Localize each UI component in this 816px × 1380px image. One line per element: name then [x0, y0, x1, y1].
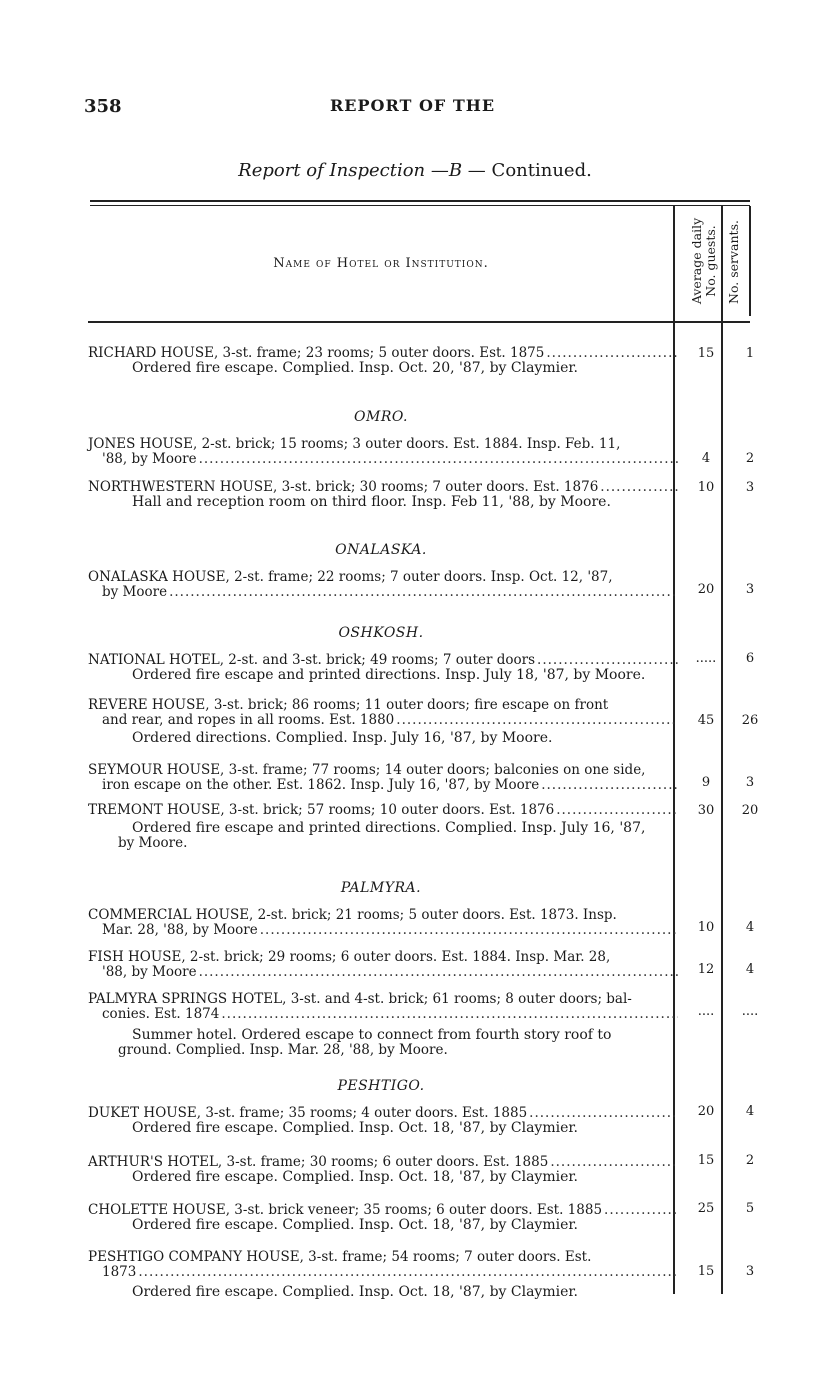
- guests-value: 45: [697, 713, 715, 728]
- guests-value: .....: [695, 651, 717, 666]
- table-top-rule-2: [90, 205, 750, 206]
- entry-note: Ordered fire escape and printed directions. Complied. Insp. July 16, '87,: [132, 820, 646, 836]
- servants-value: 4: [745, 962, 755, 977]
- dot-leader: [550, 1155, 678, 1170]
- dot-leader: [260, 923, 678, 938]
- list-item: [88, 992, 678, 1058]
- list-item: [88, 950, 678, 980]
- dot-leader: [556, 803, 678, 818]
- dot-leader: [600, 480, 678, 495]
- entry-text: REVERE HOUSE, 3-st. brick; 86 rooms; 11 outer doors; fire escape on front: [88, 697, 609, 713]
- column-header-guests-line1: Average daily: [689, 217, 704, 305]
- table-top-rule: [90, 200, 750, 202]
- servants-value: 3: [745, 582, 755, 597]
- entry-text: FISH HOUSE, 2-st. brick; 29 rooms; 6 outer doors. Est. 1884. Insp. Mar. 28,: [88, 949, 611, 965]
- list-item: [88, 480, 678, 510]
- entry-note: Hall and reception room on third floor. Insp. Feb 11, '88, by Moore.: [132, 494, 611, 510]
- guests-value: 25: [697, 1201, 715, 1216]
- entry-text: ARTHUR'S HOTEL, 3-st. frame; 30 rooms; 6 outer doors. Est. 1885: [88, 1154, 549, 1170]
- city-heading: PESHTIGO.: [337, 1078, 425, 1094]
- guests-value: 10: [697, 480, 715, 495]
- dot-leader: [604, 1203, 678, 1218]
- servants-value: 26: [741, 713, 759, 728]
- column-header-guests-line2: No. guests.: [703, 225, 718, 297]
- entry-note: Summer hotel. Ordered escape to connect from fourth story roof to: [132, 1027, 612, 1043]
- entry-note: Ordered fire escape. Complied. Insp. Oct. 18, '87, by Claymier.: [132, 1217, 578, 1233]
- city-heading: OSHKOSH.: [338, 625, 424, 641]
- guests-value: 12: [697, 962, 715, 977]
- column-header-name: Name of Hotel or Institution.: [273, 256, 489, 271]
- list-item: [88, 803, 678, 851]
- page-number: 358: [84, 96, 122, 117]
- entry-text: TREMONT HOUSE, 3-st. brick; 57 rooms; 10 outer doors. Est. 1876: [88, 802, 555, 818]
- entry-text-cont: Mar. 28, '88, by Moore: [102, 922, 258, 938]
- entry-note-cont: by Moore.: [118, 835, 188, 851]
- dot-leader: [529, 1106, 678, 1121]
- guests-value: 20: [697, 582, 715, 597]
- list-item: [88, 653, 678, 683]
- dot-leader: [396, 713, 678, 728]
- column-header-guests: [690, 201, 720, 321]
- entry-text: RICHARD HOUSE, 3-st. frame; 23 rooms; 5 outer doors. Est. 1875: [88, 345, 545, 361]
- dot-leader: [138, 1265, 678, 1280]
- entry-note: Ordered fire escape. Complied. Insp. Oct. 20, '87, by Claymier.: [132, 360, 578, 376]
- entry-note: Ordered directions. Complied. Insp. July 16, '87, by Moore.: [132, 730, 553, 746]
- list-item: [88, 346, 678, 376]
- list-item: [88, 698, 678, 746]
- dot-leader: [221, 1007, 678, 1022]
- entry-text: CHOLETTE HOUSE, 3-st. brick veneer; 35 rooms; 6 outer doors. Est. 1885: [88, 1202, 603, 1218]
- guests-value: 10: [697, 920, 715, 935]
- entry-note: Ordered fire escape and printed directions. Insp. July 18, '87, by Moore.: [132, 667, 646, 683]
- list-item: [88, 1203, 678, 1233]
- servants-value: 5: [745, 1201, 755, 1216]
- entry-text-cont: '88, by Moore: [102, 451, 197, 467]
- entry-text: JONES HOUSE, 2-st. brick; 15 rooms; 3 outer doors. Est. 1884. Insp. Feb. 11,: [88, 436, 621, 452]
- entry-text: SEYMOUR HOUSE, 3-st. frame; 77 rooms; 14 outer doors; balconies on one side,: [88, 762, 646, 778]
- entry-text: PALMYRA SPRINGS HOTEL, 3-st. and 4-st. brick; 61 rooms; 8 outer doors; bal-: [88, 991, 632, 1007]
- entry-text-cont: and rear, and ropes in all rooms. Est. 1880: [102, 712, 395, 728]
- entry-text-cont: 1873: [102, 1264, 137, 1280]
- entry-note: Ordered fire escape. Complied. Insp. Oct. 18, '87, by Claymier.: [132, 1284, 578, 1300]
- header-bottom-rule: [88, 321, 750, 323]
- servants-value: 3: [745, 1264, 755, 1279]
- list-item: [88, 908, 678, 938]
- servants-value: 6: [745, 651, 755, 666]
- entry-text: COMMERCIAL HOUSE, 2-st. brick; 21 rooms; 5 outer doors. Est. 1873. Insp.: [88, 907, 617, 923]
- guests-value: 9: [701, 775, 711, 790]
- list-item: [88, 570, 678, 600]
- dot-leader: [541, 778, 678, 793]
- entry-text: ONALASKA HOUSE, 2-st. frame; 22 rooms; 7 outer doors. Insp. Oct. 12, '87,: [88, 569, 613, 585]
- list-item: [88, 763, 678, 793]
- entry-note: Ordered fire escape. Complied. Insp. Oct. 18, '87, by Claymier.: [132, 1169, 578, 1185]
- city-heading: ONALASKA.: [335, 542, 427, 558]
- entry-text: NORTHWESTERN HOUSE, 3-st. brick; 30 rooms; 7 outer doors. Est. 1876: [88, 479, 599, 495]
- servants-value: 1: [745, 346, 755, 361]
- dot-leader: [537, 653, 678, 668]
- guests-value: 30: [697, 803, 715, 818]
- guests-value: 15: [697, 1153, 715, 1168]
- entry-text-cont: conies. Est. 1874: [102, 1006, 220, 1022]
- column-header-servants: No. servants.: [726, 220, 741, 304]
- city-heading: OMRO.: [354, 409, 408, 425]
- servants-value: 4: [745, 920, 755, 935]
- dot-leader: [169, 585, 678, 600]
- guests-value: ....: [697, 1004, 715, 1019]
- servants-value: 4: [745, 1104, 755, 1119]
- running-head: REPORT OF THE: [330, 96, 496, 115]
- list-item: [88, 1250, 678, 1300]
- servants-value: 2: [745, 1153, 755, 1168]
- dot-leader: [199, 965, 678, 980]
- servants-value: 3: [745, 480, 755, 495]
- servants-value: 3: [745, 775, 755, 790]
- column-rule-middle: [721, 206, 723, 1294]
- city-heading: PALMYRA.: [340, 880, 422, 896]
- dot-leader: [546, 346, 678, 361]
- servants-value: 2: [745, 451, 755, 466]
- servants-value: ....: [741, 1004, 759, 1019]
- entry-note: Ordered fire escape. Complied. Insp. Oct. 18, '87, by Claymier.: [132, 1120, 578, 1136]
- section-subtitle: [0, 160, 816, 181]
- list-item: [88, 437, 678, 467]
- subtitle-plain: Continued.: [491, 160, 592, 181]
- column-rule-right: [749, 206, 751, 316]
- entry-note-cont: ground. Complied. Insp. Mar. 28, '88, by Moore.: [118, 1042, 448, 1058]
- guests-value: 4: [701, 451, 711, 466]
- entry-text: PESHTIGO COMPANY HOUSE, 3-st. frame; 54 rooms; 7 outer doors. Est.: [88, 1249, 592, 1265]
- entry-text: DUKET HOUSE, 3-st. frame; 35 rooms; 4 outer doors. Est. 1885: [88, 1105, 528, 1121]
- servants-value: 20: [741, 803, 759, 818]
- dot-leader: [199, 452, 678, 467]
- guests-value: 15: [697, 1264, 715, 1279]
- entry-text-cont: by Moore: [102, 584, 168, 600]
- entry-text-cont: '88, by Moore: [102, 964, 197, 980]
- entry-text: NATIONAL HOTEL, 2-st. and 3-st. brick; 49 rooms; 7 outer doors: [88, 652, 536, 668]
- subtitle-italic: Report of Inspection —B —: [238, 160, 486, 181]
- guests-value: 15: [697, 346, 715, 361]
- list-item: [88, 1106, 678, 1136]
- list-item: [88, 1155, 678, 1185]
- guests-value: 20: [697, 1104, 715, 1119]
- entry-text-cont: iron escape on the other. Est. 1862. Insp. July 16, '87, by Moore: [102, 777, 540, 793]
